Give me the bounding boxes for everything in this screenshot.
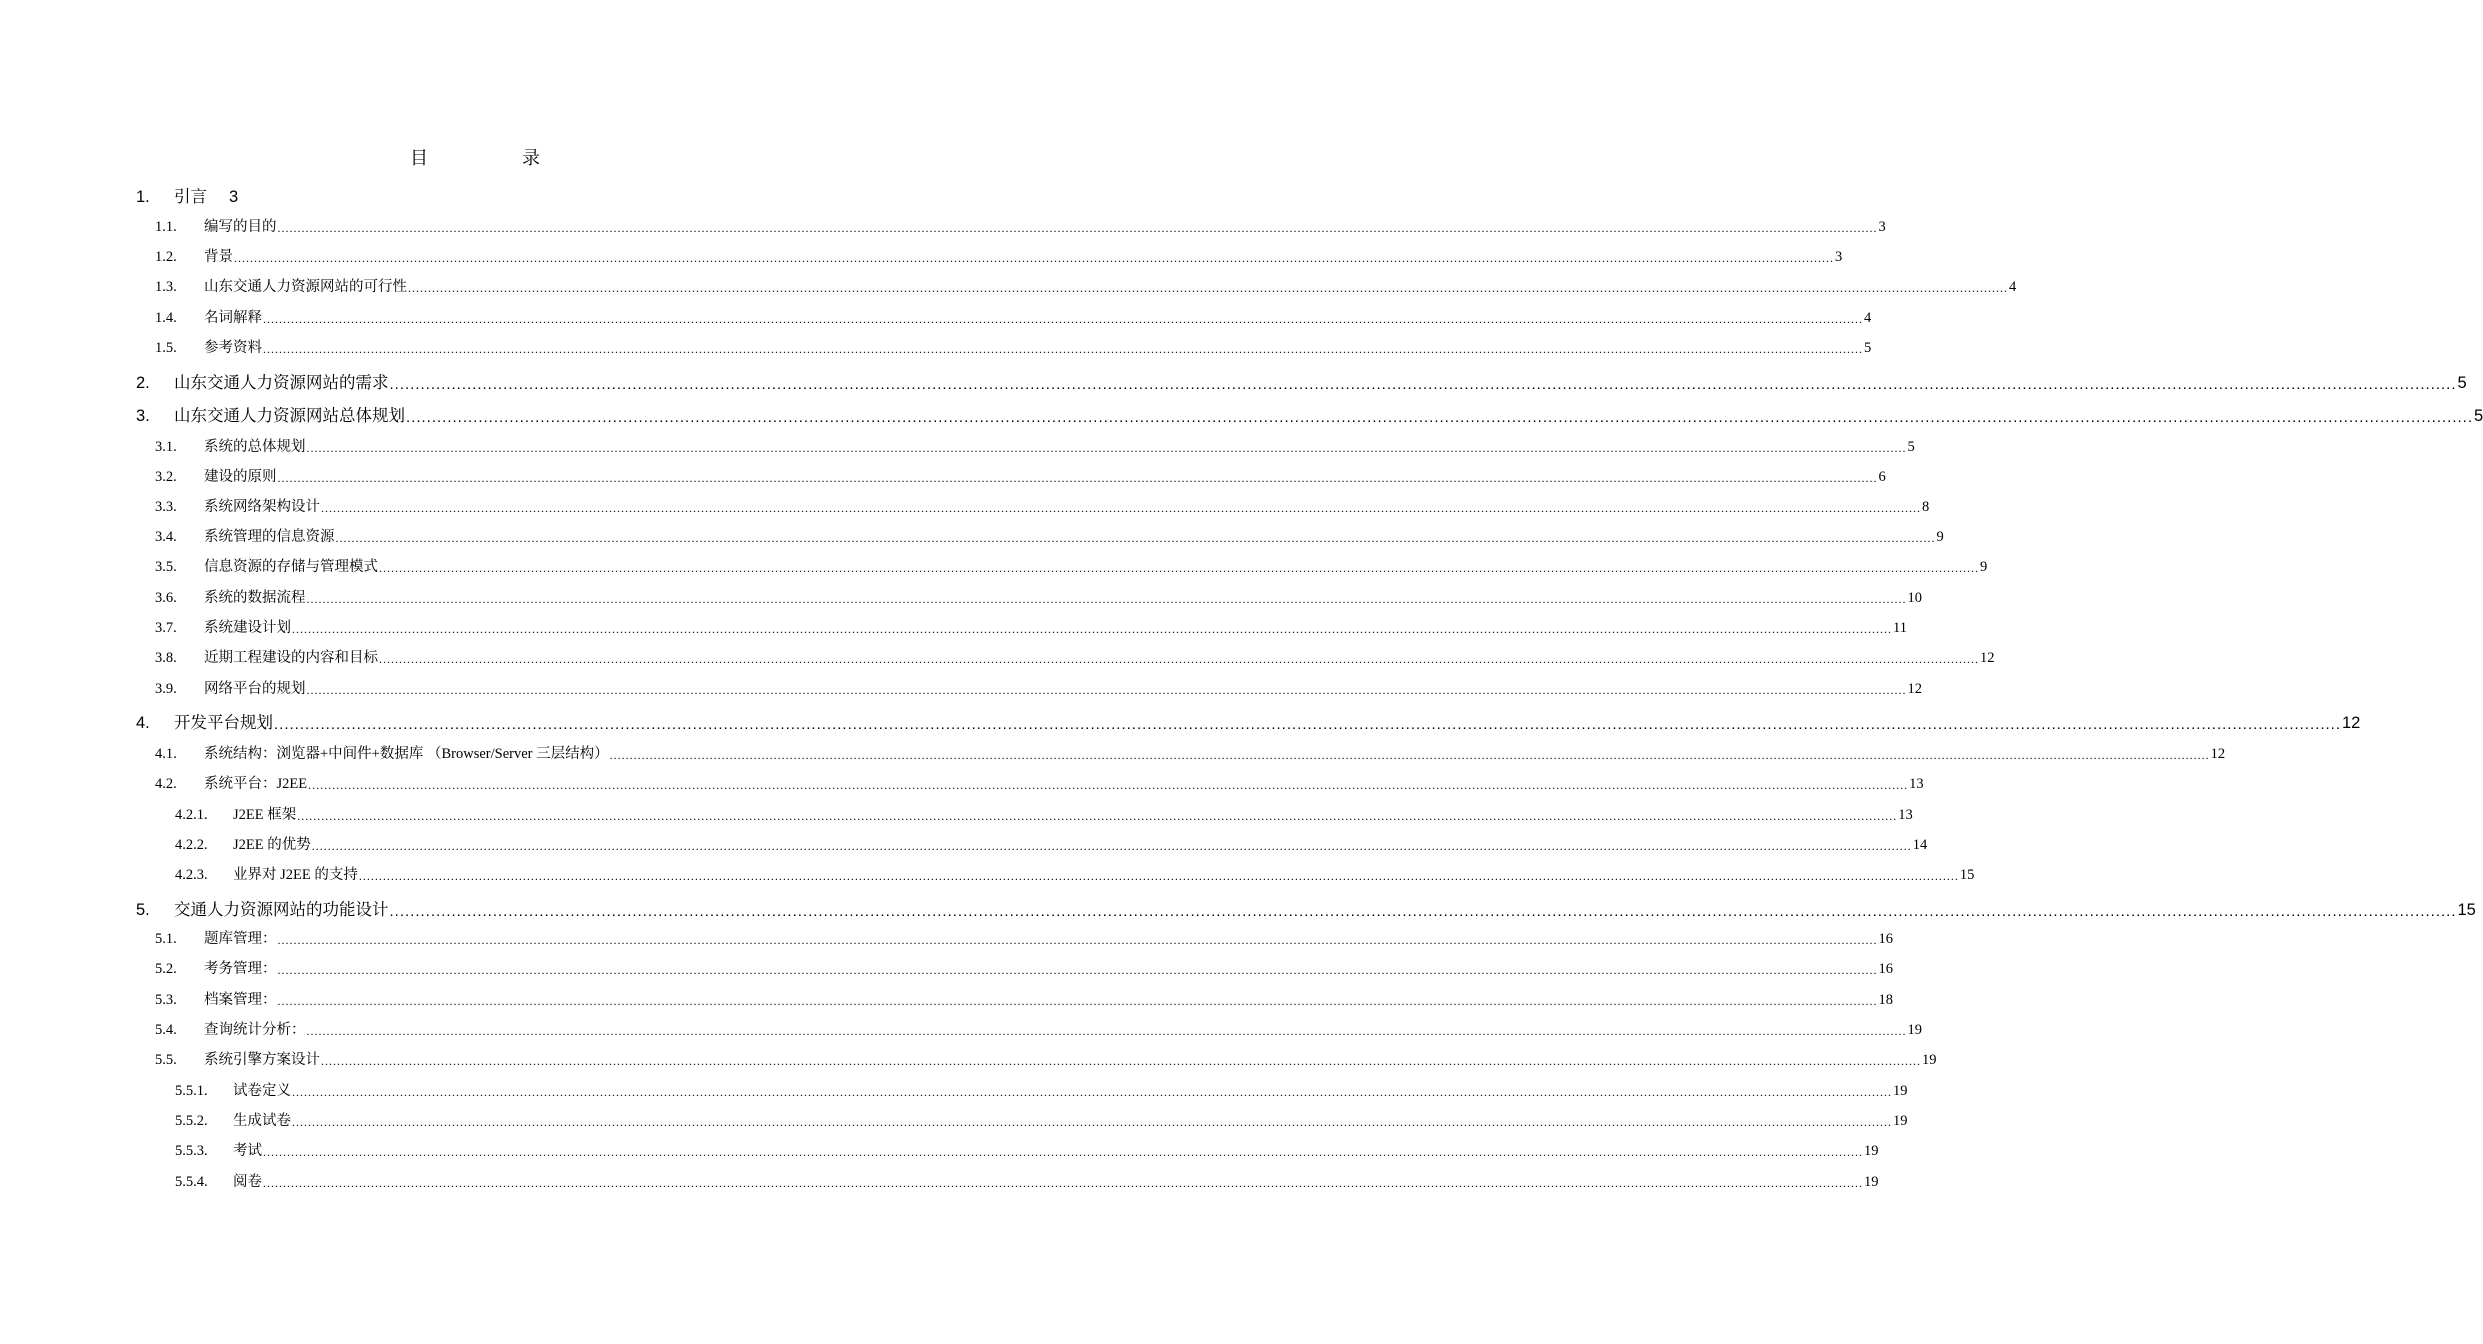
toc-leader-dots: ................................................................................................................................................................................................................................................................................................................................................................................................................ xyxy=(389,376,2457,393)
toc-entry-number: 3.9. xyxy=(155,681,177,697)
toc-entry[interactable] xyxy=(155,554,1988,576)
toc-leader-dots: ................................................................................................................................................................................................................................................................................................................................................................................................................ xyxy=(263,312,1863,326)
toc-entry-number: 4.2.3. xyxy=(175,867,208,883)
toc-entry-title: 业界对 J2EE 的支持 xyxy=(233,867,358,883)
toc-leader-dots: ................................................................................................................................................................................................................................................................................................................................................................................................................ xyxy=(358,869,1959,883)
toc-leader-dots: ................................................................................................................................................................................................................................................................................................................................................................................................................ xyxy=(277,933,1878,947)
toc-entry-number: 1.4. xyxy=(155,310,177,326)
toc-entry-page: 9 xyxy=(1980,559,1988,575)
toc-leader-dots: ................................................................................................................................................................................................................................................................................................................................................................................................................ xyxy=(277,994,1878,1008)
toc-entry-title: 系统管理的信息资源 xyxy=(204,529,335,545)
toc-entry[interactable] xyxy=(175,862,1975,884)
toc-entry-number: 5. xyxy=(136,901,150,919)
toc-entry[interactable] xyxy=(136,183,815,207)
toc-leader-dots: ................................................................................................................................................................................................................................................................................................................................................................................................................ xyxy=(408,281,2008,295)
toc-entry[interactable] xyxy=(155,645,1995,667)
toc-entry[interactable] xyxy=(175,1169,1879,1191)
toc-leader-dots: ................................................................................................................................................................................................................................................................................................................................................................................................................ xyxy=(311,839,1912,853)
toc-entry-page: 19 xyxy=(1907,1022,1922,1038)
toc-leader-dots: ................................................................................................................................................................................................................................................................................................................................................................................................................ xyxy=(321,501,1921,515)
toc-entry-number: 1.2. xyxy=(155,249,177,265)
toc-entry-number: 5.5.1. xyxy=(175,1083,208,1099)
toc-entry-page: 15 xyxy=(1959,867,1975,883)
toc-entry-title: 考试 xyxy=(233,1143,262,1159)
toc-leader-dots: ................................................................................................................................................................................................................................................................................................................................................................................................................ xyxy=(379,561,1979,575)
toc-entry-page: 12 xyxy=(1980,650,1995,666)
toc-entry-number: 3.5. xyxy=(155,559,177,575)
toc-entry-title: 网络平台的规划 xyxy=(204,681,306,697)
toc-entry-page: 5 xyxy=(2474,407,2483,425)
toc-entry-title: 系统建设计划 xyxy=(204,620,291,636)
toc-entry-title: 系统网络架构设计 xyxy=(204,499,320,515)
toc-entry-title: 系统平台：J2EE xyxy=(204,776,308,792)
toc-entry-page: 13 xyxy=(1898,807,1913,823)
toc-entry-page: 12 xyxy=(2342,714,2361,732)
toc-entry-page: 13 xyxy=(1909,776,1924,792)
toc-entry-number: 5.5. xyxy=(155,1052,177,1068)
toc-entry-number: 4.1. xyxy=(155,746,177,762)
toc-entry[interactable] xyxy=(155,335,1872,357)
toc-entry-page: 12 xyxy=(1907,681,1922,697)
toc-entry-number: 2. xyxy=(136,374,150,392)
toc-entry-title: 山东交通人力资源网站的可行性 xyxy=(204,279,407,295)
toc-entry[interactable] xyxy=(155,524,1944,546)
toc-leader-dots: ................................................................................................................................................................................................................................................................................................................................................................................................................ xyxy=(263,1176,1863,1190)
toc-entry-page: 10 xyxy=(1907,590,1922,606)
toc-entry[interactable] xyxy=(155,926,1893,948)
toc-entry-page: 9 xyxy=(1936,529,1944,545)
toc-entry-number: 3. xyxy=(136,407,150,425)
toc-entry-page: 19 xyxy=(1893,1083,1908,1099)
toc-entry-page: 11 xyxy=(1893,620,1907,636)
toc-entry-title: 编写的目的 xyxy=(204,219,277,235)
toc-entry-title: 信息资源的存储与管理模式 xyxy=(204,559,378,575)
toc-entry[interactable] xyxy=(175,1138,1879,1160)
toc-leader-dots: ................................................................................................................................................................................................................................................................................................................................................................................................................ xyxy=(292,1085,1892,1099)
toc-leader-dots: ................................................................................................................................................................................................................................................................................................................................................................................................................ xyxy=(277,471,1878,485)
toc-leader-dots: ................................................................................................................................................................................................................................................................................................................................................................................................................ xyxy=(306,592,1907,606)
toc-entry-number: 3.3. xyxy=(155,499,177,515)
toc-entry[interactable] xyxy=(155,771,1924,793)
toc-entry[interactable] xyxy=(136,709,2361,733)
toc-entry-title: 考务管理： xyxy=(204,961,277,977)
toc-entry-number: 5.2. xyxy=(155,961,177,977)
toc-entry[interactable] xyxy=(155,274,2017,296)
toc-entry-number: 4.2. xyxy=(155,776,177,792)
toc-entry-number: 3.6. xyxy=(155,590,177,606)
toc-entry-title: 引言 xyxy=(174,188,207,206)
toc-entry[interactable] xyxy=(155,244,1843,266)
toc-leader-dots: ................................................................................................................................................................................................................................................................................................................................................................................................................ xyxy=(292,622,1892,636)
toc-entry-page: 4 xyxy=(2009,279,2017,295)
toc-entry-title: 系统结构：浏览器+中间件+数据库 （Browser/Server 三层结构） xyxy=(204,746,609,762)
toc-entry-title: 背景 xyxy=(204,249,233,265)
toc-entry-title: 山东交通人力资源网站总体规划 xyxy=(174,407,405,425)
toc-title: 目 录 xyxy=(410,148,578,169)
toc-entry-number: 3.2. xyxy=(155,469,177,485)
toc-leader-dots: ................................................................................................................................................................................................................................................................................................................................................................................................................ xyxy=(306,441,1907,455)
toc-entry-title: 题库管理： xyxy=(204,931,277,947)
toc-leader-dots: ................................................................................................................................................................................................................................................................................................................................................................................................................ xyxy=(263,342,1863,356)
toc-entry[interactable] xyxy=(155,615,1907,637)
toc-leader-dots: ................................................................................................................................................................................................................................................................................................................................................................................................................ xyxy=(277,221,1878,235)
toc-entry-title: J2EE 框架 xyxy=(233,807,297,823)
toc-entry-page: 14 xyxy=(1912,837,1928,853)
toc-entry-number: 5.3. xyxy=(155,992,177,1008)
toc-entry[interactable] xyxy=(136,896,2476,920)
toc-entry-number: 4. xyxy=(136,714,150,732)
toc-entry-page: 6 xyxy=(1878,469,1886,485)
toc-leader-dots: ................................................................................................................................................................................................................................................................................................................................................................................................................ xyxy=(389,903,2457,920)
toc-entry-number: 3.4. xyxy=(155,529,177,545)
toc-entry-page: 15 xyxy=(2457,901,2476,919)
toc-entry-page: 19 xyxy=(1922,1052,1937,1068)
toc-entry[interactable] xyxy=(175,1078,1908,1100)
toc-entry-title: 系统引擎方案设计 xyxy=(204,1052,320,1068)
toc-entry-page: 12 xyxy=(2210,746,2226,762)
toc-entry[interactable] xyxy=(155,1017,1922,1039)
toc-entry-title: 山东交通人力资源网站的需求 xyxy=(174,374,389,392)
toc-leader-dots: ................................................................................................................................................................................................................................................................................................................................................................................................................ xyxy=(292,1115,1892,1129)
toc-leader-dots: ................................................................................................................................................................................................................................................................................................................................................................................................................ xyxy=(406,409,2473,426)
toc-leader-dots: ................................................................................................................................................................................................................................................................................................................................................................................................................ xyxy=(379,652,1979,666)
toc-leader-dots: ................................................................................................................................................................................................................................................................................................................................................................................................................ xyxy=(234,251,1834,265)
toc-entry-number: 5.5.3. xyxy=(175,1143,208,1159)
toc-entry-page: 3 xyxy=(1878,219,1886,235)
toc-entry[interactable] xyxy=(175,1108,1908,1130)
toc-entry[interactable] xyxy=(155,1047,1937,1069)
toc-entry-page: 4 xyxy=(1864,310,1872,326)
toc-entry[interactable] xyxy=(155,585,1922,607)
toc-entry-number: 5.1. xyxy=(155,931,177,947)
toc-entry-page: 5 xyxy=(1907,439,1915,455)
toc-entry-title: 生成试卷 xyxy=(233,1113,291,1129)
toc-entry-number: 1.1. xyxy=(155,219,177,235)
toc-entry[interactable] xyxy=(175,802,1913,824)
toc-entry-number: 5.5.4. xyxy=(175,1174,208,1190)
toc-entry[interactable] xyxy=(155,956,1893,978)
toc-entry-page: 19 xyxy=(1864,1174,1879,1190)
toc-entry-page: 3 xyxy=(229,188,239,206)
toc-leader-dots: ................................................................................................................................................................................................................................................................................................................................................................................................................ xyxy=(297,809,1898,823)
toc-entry-title: 系统的总体规划 xyxy=(204,439,306,455)
toc-entry[interactable] xyxy=(155,464,1886,486)
toc-entry-title: 试卷定义 xyxy=(233,1083,291,1099)
toc-entry-page: 3 xyxy=(1835,249,1843,265)
toc-leader-dots: ................................................................................................................................................................................................................................................................................................................................................................................................................ xyxy=(263,1145,1863,1159)
toc-entry-number: 3.1. xyxy=(155,439,177,455)
toc-leader-dots: ................................................................................................................................................................................................................................................................................................................................................................................................................ xyxy=(306,683,1907,697)
toc-entry-page: 18 xyxy=(1878,992,1893,1008)
toc-entry-title: 交通人力资源网站的功能设计 xyxy=(174,901,389,919)
toc-entry[interactable] xyxy=(136,402,2483,426)
toc-entry-page: 19 xyxy=(1893,1113,1908,1129)
toc-entry-page: 16 xyxy=(1878,931,1893,947)
toc-entry-title: 建设的原则 xyxy=(204,469,277,485)
toc-leader-dots: ................................................................................................................................................................................................................................................................................................................................................................................................................ xyxy=(335,531,1936,545)
toc-entry[interactable] xyxy=(155,987,1893,1009)
toc-entry[interactable] xyxy=(136,369,2467,393)
toc-entry-page: 8 xyxy=(1922,499,1930,515)
toc-leader-dots: ................................................................................................................................................................................................................................................................................................................................................................................................................ xyxy=(308,778,1909,792)
toc-leader-dots: ................................................................................................................................................................................................................................................................................................................................................................................................................ xyxy=(609,748,2210,762)
toc-entry-number: 4.2.1. xyxy=(175,807,208,823)
toc-entry-number: 3.8. xyxy=(155,650,177,666)
toc-entry-title: 参考资料 xyxy=(204,340,262,356)
toc-entry[interactable] xyxy=(155,214,1886,236)
toc-entry-number: 3.7. xyxy=(155,620,177,636)
toc-entry-number: 5.5.2. xyxy=(175,1113,208,1129)
toc-leader-dots: ................................................................................................................................................................................................................................................................................................................................................................................................................ xyxy=(277,963,1878,977)
toc-leader-dots: ................................................................................................................................................................................................................................................................................................................................................................................................................ xyxy=(274,716,2341,733)
toc-entry-title: 开发平台规划 xyxy=(174,714,273,732)
toc-entry-number: 4.2.2. xyxy=(175,837,208,853)
toc-leader-dots: ................................................................................................................................................................................................................................................................................................................................................................................................................ xyxy=(306,1024,1907,1038)
toc-entry-page: 5 xyxy=(2457,374,2467,392)
toc-leader-dots: ................................................................................................................................................................................................................................................................................................................................................................................................................ xyxy=(321,1054,1921,1068)
toc-entry-page: 16 xyxy=(1878,961,1893,977)
toc-entry[interactable] xyxy=(155,305,1872,327)
toc-entry[interactable] xyxy=(155,741,2226,763)
toc-entry[interactable] xyxy=(155,676,1922,698)
toc-entry-page: 19 xyxy=(1864,1143,1879,1159)
toc-entry-number: 1. xyxy=(136,188,150,206)
toc-entry[interactable] xyxy=(155,434,1915,456)
toc-entry-title: 档案管理： xyxy=(204,992,277,1008)
toc-entry-number: 5.4. xyxy=(155,1022,177,1038)
toc-entry-number: 1.3. xyxy=(155,279,177,295)
toc-entry-number: 1.5. xyxy=(155,340,177,356)
toc-entry-title: 阅卷 xyxy=(233,1174,262,1190)
toc-entry-page: 5 xyxy=(1864,340,1872,356)
toc-entry[interactable] xyxy=(155,494,1930,516)
toc-entry-title: 查询统计分析： xyxy=(204,1022,306,1038)
toc-entry-title: 近期工程建设的内容和目标 xyxy=(204,650,378,666)
toc-entry[interactable] xyxy=(175,832,1928,854)
toc-entry-title: 名词解释 xyxy=(204,310,262,326)
toc-entry-title: J2EE 的优势 xyxy=(233,837,311,853)
toc-entry-title: 系统的数据流程 xyxy=(204,590,306,606)
